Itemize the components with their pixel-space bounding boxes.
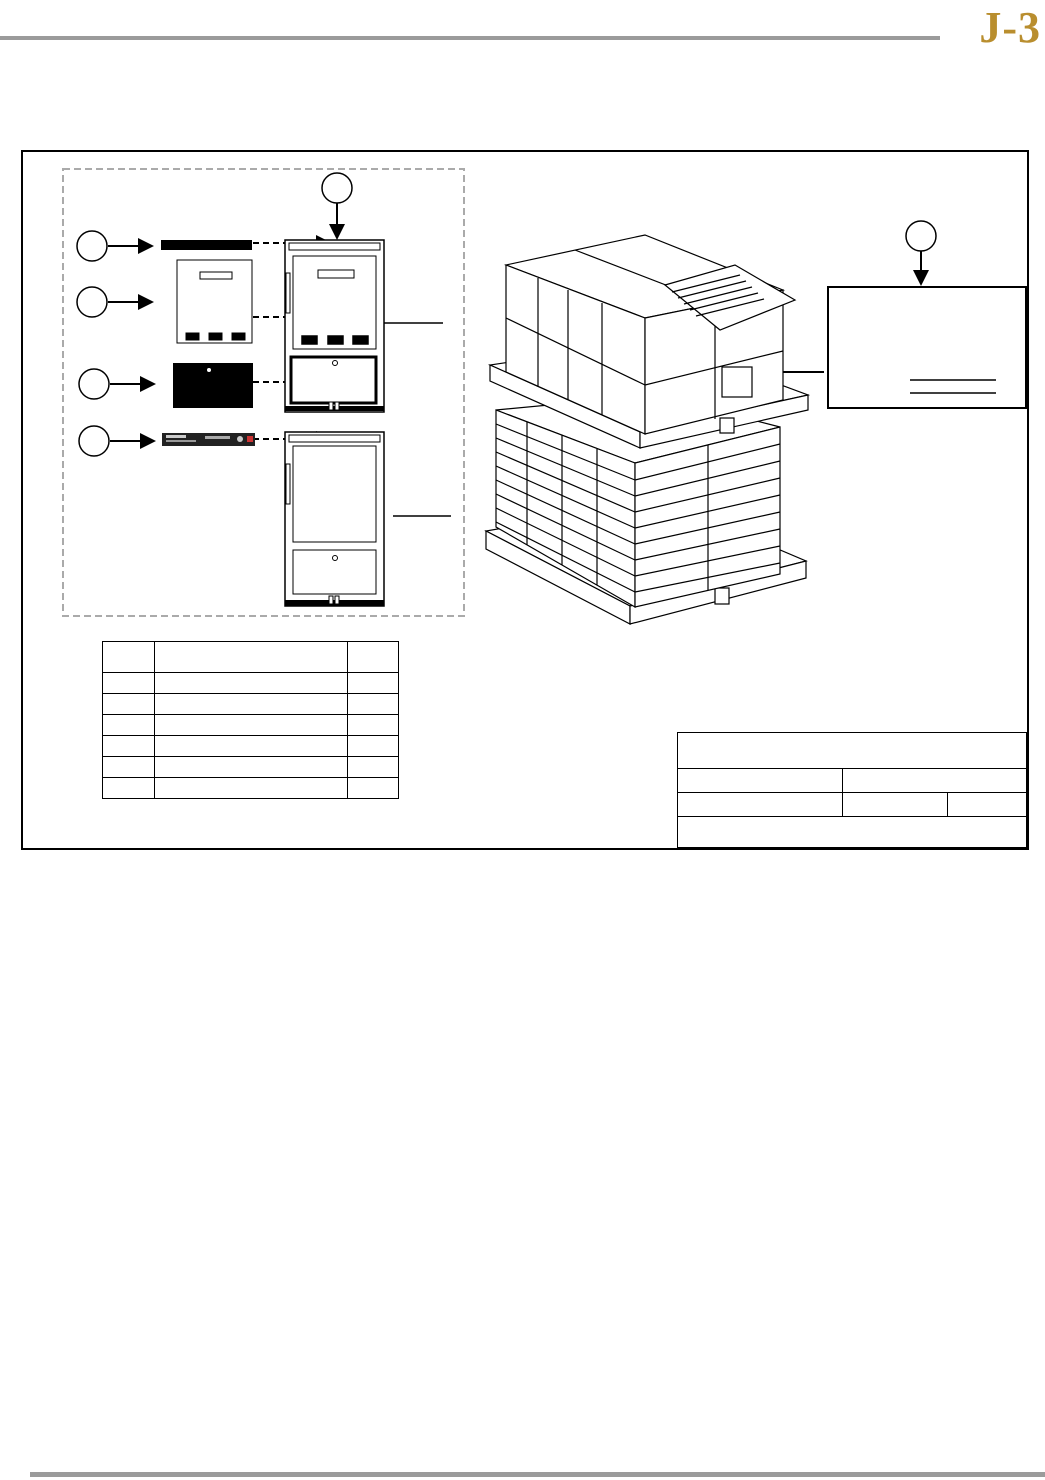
title-block-cell (843, 793, 948, 817)
legend-cell (155, 673, 348, 694)
title-block-cell (678, 769, 843, 793)
legend-cell (348, 778, 399, 799)
parts-legend-table (102, 641, 399, 799)
callout-balloon-6 (906, 221, 936, 251)
shipping-label-box (828, 287, 1026, 408)
callout-balloon-3 (77, 287, 107, 317)
label-set-frame (63, 169, 464, 616)
pallet-stack (486, 235, 808, 624)
legend-cell (155, 736, 348, 757)
rating-plate-label (162, 433, 255, 446)
callout-balloon-1 (322, 173, 352, 203)
legend-cell (348, 694, 399, 715)
title-block (677, 732, 1027, 848)
legend-cell (348, 642, 399, 673)
door-label (173, 363, 253, 408)
legend-cell (348, 736, 399, 757)
legend-cell (103, 642, 155, 673)
legend-cell (103, 778, 155, 799)
title-block-cell (678, 733, 1027, 769)
cabinet-front-upper (285, 240, 384, 412)
legend-cell (155, 778, 348, 799)
legend-cell (103, 736, 155, 757)
control-panel-label (177, 260, 252, 343)
title-block-cell (948, 793, 1027, 817)
callout-balloon-5 (79, 426, 109, 456)
callout-balloon-4 (79, 369, 109, 399)
legend-cell (103, 715, 155, 736)
legend-cell (155, 642, 348, 673)
cabinet-front-lower (285, 432, 384, 606)
legend-cell (348, 757, 399, 778)
title-block-cell (843, 769, 1027, 793)
legend-cell (155, 694, 348, 715)
title-block-cell (678, 817, 1027, 848)
title-block-cell (678, 793, 843, 817)
legend-cell (103, 673, 155, 694)
strip-label (161, 240, 252, 250)
legend-cell (155, 757, 348, 778)
page-code: J-3 (979, 3, 1041, 52)
legend-cell (348, 673, 399, 694)
legend-cell (103, 757, 155, 778)
legend-cell (103, 694, 155, 715)
callout-balloon-2 (77, 231, 107, 261)
legend-cell (348, 715, 399, 736)
legend-cell (155, 715, 348, 736)
